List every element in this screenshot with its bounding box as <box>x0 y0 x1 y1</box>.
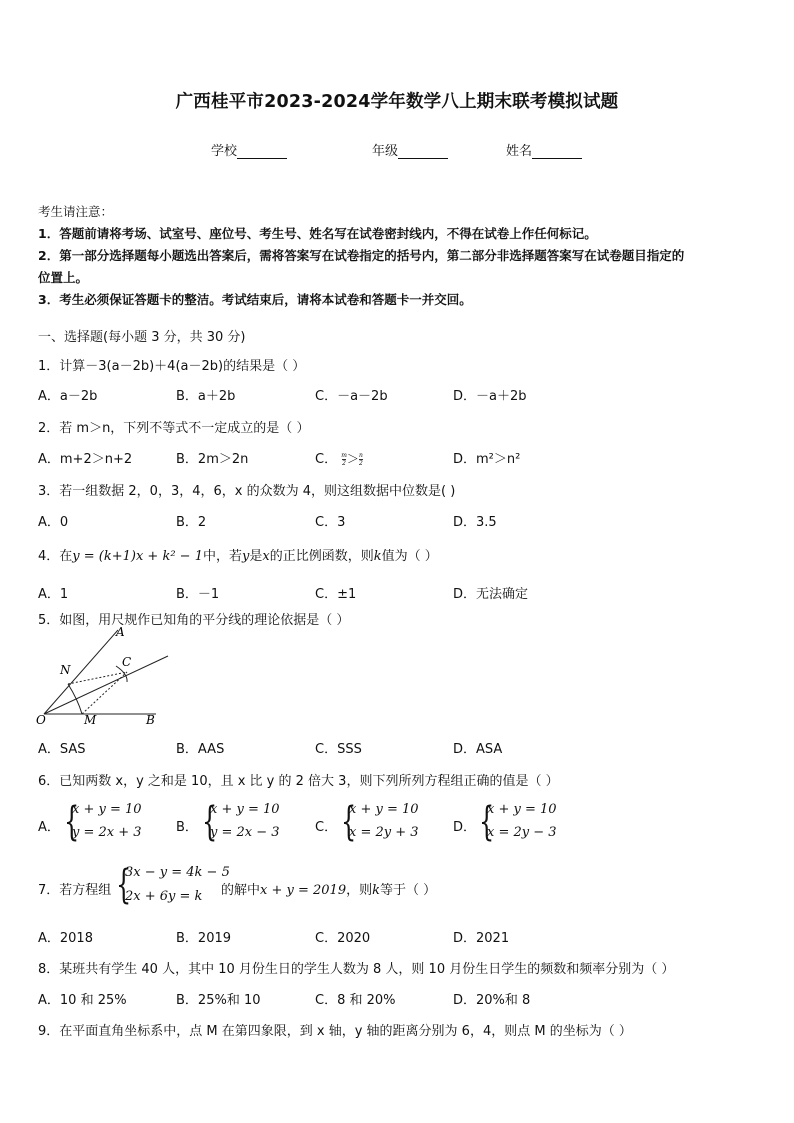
q2-option-a[interactable]: A．m+2＞n+2 <box>38 452 133 467</box>
question-3-stem: 3．若一组数据 2，0，3，4，6，x 的众数为 4，则这组数据中位数是( ) <box>38 484 456 499</box>
q5-option-b[interactable]: B．AAS <box>176 742 225 757</box>
q5-option-d[interactable]: D．ASA <box>453 742 503 757</box>
grade-field[interactable] <box>372 140 448 159</box>
brace-icon: { <box>479 799 495 845</box>
label-c: C <box>122 655 132 669</box>
q7-formula: x + y = 2019 <box>260 883 347 898</box>
q7-option-c[interactable]: C．2020 <box>315 931 371 946</box>
q2-option-b[interactable]: B．2m＞2n <box>176 452 249 467</box>
q4-option-c[interactable]: C．±1 <box>315 587 357 602</box>
q4-var-x: x <box>262 549 270 564</box>
q6-c-eq1: x + y = 10 <box>349 802 419 817</box>
q6-option-c-label: C． <box>315 820 338 835</box>
label-o: O <box>36 713 46 727</box>
q5-option-a[interactable]: A．SAS <box>38 742 86 757</box>
question-8-stem: 8．某班共有学生 40 人，其中 10 月份生日的学生人数为 8 人，则 10 月份生日学生的频数和频率分别为（ ） <box>38 962 675 977</box>
q4-prefix: 4．在 <box>38 549 73 564</box>
q6-option-d-label: D． <box>453 820 477 835</box>
q7-option-b[interactable]: B．2019 <box>176 931 232 946</box>
page-title: 广西桂平市2023-2024学年数学八上期末联考模拟试题 <box>175 92 619 112</box>
q3-option-b[interactable]: B．2 <box>176 515 207 530</box>
question-2-stem: 2．若 m＞n，下列不等式不一定成立的是（ ） <box>38 421 310 436</box>
q4-mid2: 是 <box>249 549 263 564</box>
brace-icon: { <box>202 799 218 845</box>
q2-option-d[interactable]: D．m²＞n² <box>453 452 521 467</box>
q4-option-a[interactable]: A．1 <box>38 587 69 602</box>
q8-option-c[interactable]: C．8 和 20% <box>315 993 396 1008</box>
note-item: 1．答题前请将考场、试室号、座位号、考生号、姓名写在试卷密封线内，不得在试卷上作任何标记。 <box>38 226 597 241</box>
q4-mid: 中，若 <box>202 549 242 564</box>
q1-option-b[interactable]: B．a＋2b <box>176 389 236 404</box>
note-item: 位置上。 <box>38 270 89 285</box>
q6-option-b[interactable] <box>176 800 306 846</box>
q2-frac-b: $\frac{n}{2}$ <box>358 452 363 467</box>
q6-option-a[interactable] <box>38 800 168 846</box>
note-item: 2．第一部分选择题每小题选出答案后，需将答案写在试卷指定的括号内，第二部分非选择题答案写在试卷题目指定的 <box>38 248 685 263</box>
q6-a-eq2: y = 2x + 3 <box>72 825 142 840</box>
segment-nc <box>68 672 127 684</box>
grade-label: 年级 <box>372 144 399 159</box>
ray-oa <box>44 630 118 714</box>
q1-option-a[interactable]: A．a－2b <box>38 389 98 404</box>
q7-option-a[interactable]: A．2018 <box>38 931 93 946</box>
q6-option-c[interactable] <box>315 800 445 846</box>
q4-option-b[interactable]: B．－1 <box>176 587 220 602</box>
label-m: M <box>84 713 97 727</box>
q2-option-c-label: C． <box>315 452 338 467</box>
q3-option-d[interactable]: D．3.5 <box>453 515 497 530</box>
question-1-stem: 1．计算－3(a－2b)＋4(a－2b)的结果是（ ） <box>38 359 306 374</box>
q1-option-c[interactable]: C．－a－2b <box>315 389 388 404</box>
question-9-stem: 9．在平面直角坐标系中，点 M 在第四象限，到 x 轴，y 轴的距离分别为 6，4，则点 M 的坐标为（ ） <box>38 1024 632 1039</box>
q6-option-a-label: A． <box>38 820 60 835</box>
question-4-stem <box>38 545 438 564</box>
label-b: B <box>146 713 155 727</box>
q8-option-d[interactable]: D．20%和 8 <box>453 993 531 1008</box>
q7-eq2: 2x + 6y = k <box>125 889 203 904</box>
q5-option-c[interactable]: C．SSS <box>315 742 362 757</box>
q6-b-eq1: x + y = 10 <box>210 802 280 817</box>
q6-d-eq1: x + y = 10 <box>487 802 557 817</box>
q6-b-eq2: y = 2x − 3 <box>210 825 280 840</box>
name-label: 姓名 <box>506 144 533 159</box>
school-field[interactable] <box>211 140 287 159</box>
q7-prefix: 7．若方程组 <box>38 883 112 898</box>
q8-option-b[interactable]: B．25%和 10 <box>176 993 261 1008</box>
section-heading: 一、选择题(每小题 3 分，共 30 分) <box>38 330 246 345</box>
angle-bisector-figure <box>30 622 180 730</box>
q4-var-k: k <box>373 549 382 564</box>
q6-a-eq1: x + y = 10 <box>72 802 142 817</box>
q4-formula: y = (k+1)x + k² − 1 <box>72 549 203 564</box>
question-5-stem: 5．如图，用尺规作已知角的平分线的理论依据是（ ） <box>38 613 350 628</box>
label-a: A <box>116 625 125 639</box>
q7-var-k: k <box>372 883 380 898</box>
q3-option-c[interactable]: C．3 <box>315 515 346 530</box>
q7-eq1: 3x − y = 4k − 5 <box>125 865 230 880</box>
q7-end: 等于（ ） <box>380 883 437 898</box>
q7-mid2: ，则 <box>346 883 373 898</box>
q4-suffix: 的正比例函数，则 <box>269 549 374 564</box>
q4-end: 值为（ ） <box>381 549 438 564</box>
exam-notes <box>38 201 760 311</box>
q7-option-d[interactable]: D．2021 <box>453 931 510 946</box>
q6-option-d[interactable] <box>453 800 583 846</box>
note-item: 3．考生必须保证答题卡的整洁。考试结束后，请将本试卷和答题卡一并交回。 <box>38 292 472 307</box>
q4-var-y: y <box>242 549 250 564</box>
q3-option-a[interactable]: A．0 <box>38 515 69 530</box>
q8-option-a[interactable]: A．10 和 25% <box>38 993 127 1008</box>
brace-icon: { <box>64 799 80 845</box>
q2-option-c[interactable]: C． $\frac{m}{2}>\frac{n}{2}$ <box>315 452 363 467</box>
q6-c-eq2: x = 2y + 3 <box>349 825 419 840</box>
q4-option-d[interactable]: D．无法确定 <box>453 587 529 602</box>
q2-frac-a: $\frac{m}{2}$ <box>341 452 347 467</box>
school-label: 学校 <box>211 144 238 159</box>
question-7-stem <box>38 864 558 910</box>
q6-d-eq2: x = 2y − 3 <box>487 825 557 840</box>
q6-option-b-label: B． <box>176 820 198 835</box>
name-field[interactable] <box>506 140 582 159</box>
brace-icon: { <box>116 862 132 908</box>
label-n: N <box>60 663 71 677</box>
brace-icon: { <box>341 799 357 845</box>
question-6-stem: 6．已知两数 x，y 之和是 10，且 x 比 y 的 2 倍大 3，则下列所列方程组正确的值是（ ） <box>38 774 559 789</box>
q7-mid: 的解中 <box>221 883 261 898</box>
q7-rest <box>221 879 436 898</box>
q1-option-d[interactable]: D．－a＋2b <box>453 389 527 404</box>
notes-heading: 考生请注意： <box>38 204 114 219</box>
